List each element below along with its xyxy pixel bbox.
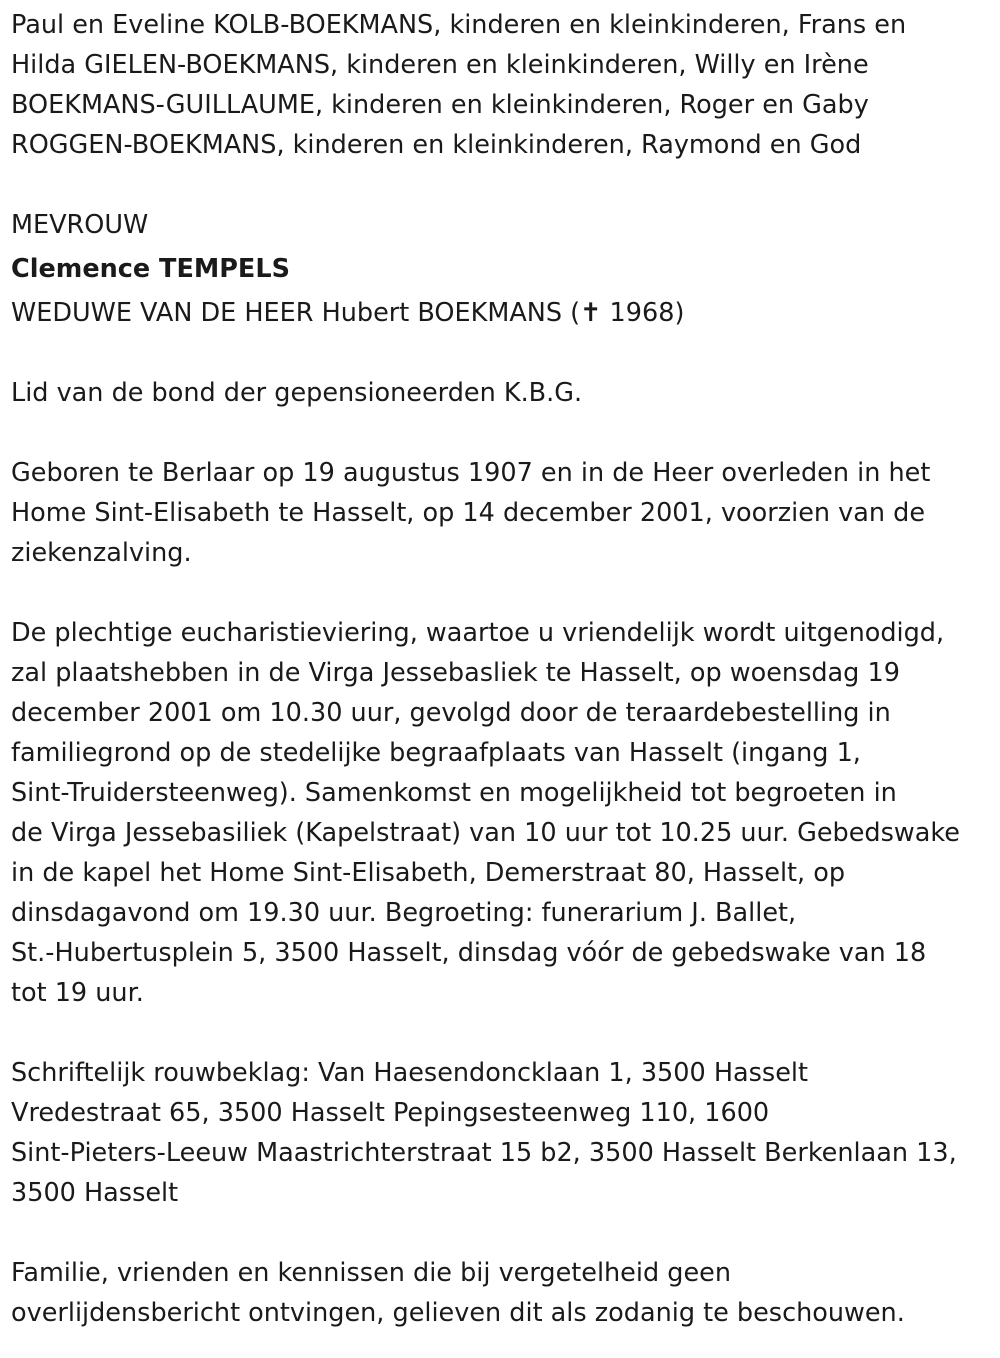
family-intro [11,5,996,165]
title-mevrouw: MEVROUW [11,210,149,240]
ceremony-line: Sint-Truidersteenweg). Samenkomst en mogelijkheid tot begroeten in [11,778,897,808]
birth-death-line: Geboren te Berlaar op 19 augustus 1907 en in de Heer overleden in het [11,458,931,488]
ceremony-paragraph [11,613,996,1013]
closing-line: Familie, vrienden en kennissen die bij vergetelheid geen [11,1258,731,1288]
birth-death-line: Home Sint-Elisabeth te Hasselt, op 14 december 2001, voorzien van de [11,498,926,528]
membership-line: Lid van de bond der gepensioneerden K.B.G. [11,378,583,408]
ceremony-line: dinsdagavond om 19.30 uur. Begroeting: funerarium J. Ballet, [11,898,797,928]
ceremony-line: december 2001 om 10.30 uur, gevolgd door de teraardebestelling in [11,698,891,728]
ceremony-line: De plechtige eucharistieviering, waartoe u vriendelijk wordt uitgenodigd, [11,618,945,648]
ceremony-line: St.-Hubertusplein 5, 3500 Hasselt, dinsdag vóór de gebedswake van 18 [11,938,927,968]
ceremony-line: familiegrond op de stedelijke begraafplaats van Hasselt (ingang 1, [11,738,861,768]
family-intro-line: Paul en Eveline KOLB-BOEKMANS, kinderen en kleinkinderen, Frans en [11,10,907,40]
condolences-line: Schriftelijk rouwbeklag: Van Haesendoncklaan 1, 3500 Hasselt [11,1058,808,1088]
condolences-paragraph [11,1053,996,1213]
ceremony-line: in de kapel het Home Sint-Elisabeth, Demerstraat 80, Hasselt, op [11,858,846,888]
ceremony-line: de Virga Jessebasiliek (Kapelstraat) van 10 uur tot 10.25 uur. Gebedswake [11,818,960,848]
closing-line: overlijdensbericht ontvingen, gelieven dit als zodanig te beschouwen. [11,1298,905,1328]
ceremony-line: zal plaatshebben in de Virga Jessebasliek te Hasselt, op woensdag 19 [11,658,900,688]
widow-line: WEDUWE VAN DE HEER Hubert BOEKMANS (✝ 1968) [11,298,685,328]
membership [11,373,996,413]
deceased-name: Clemence TEMPELS [11,254,290,284]
closing-paragraph [11,1253,996,1333]
ceremony-line: tot 19 uur. [11,978,144,1008]
condolences-line: Sint-Pieters-Leeuw Maastrichterstraat 15 b2, 3500 Hasselt Berkenlaan 13, [11,1138,957,1168]
family-intro-line: Hilda GIELEN-BOEKMANS, kinderen en kleinkinderen, Willy en Irène [11,50,869,80]
family-intro-line: BOEKMANS-GUILLAUME, kinderen en kleinkinderen, Roger en Gaby [11,90,869,120]
announcement [11,205,996,333]
condolences-line: Vredestraat 65, 3500 Hasselt Pepingsesteenweg 110, 1600 [11,1098,770,1128]
condolences-line: 3500 Hasselt [11,1178,179,1208]
birth-death-paragraph [11,453,996,573]
birth-death-line: ziekenzalving. [11,538,192,568]
family-intro-line: ROGGEN-BOEKMANS, kinderen en kleinkinderen, Raymond en God [11,130,862,160]
